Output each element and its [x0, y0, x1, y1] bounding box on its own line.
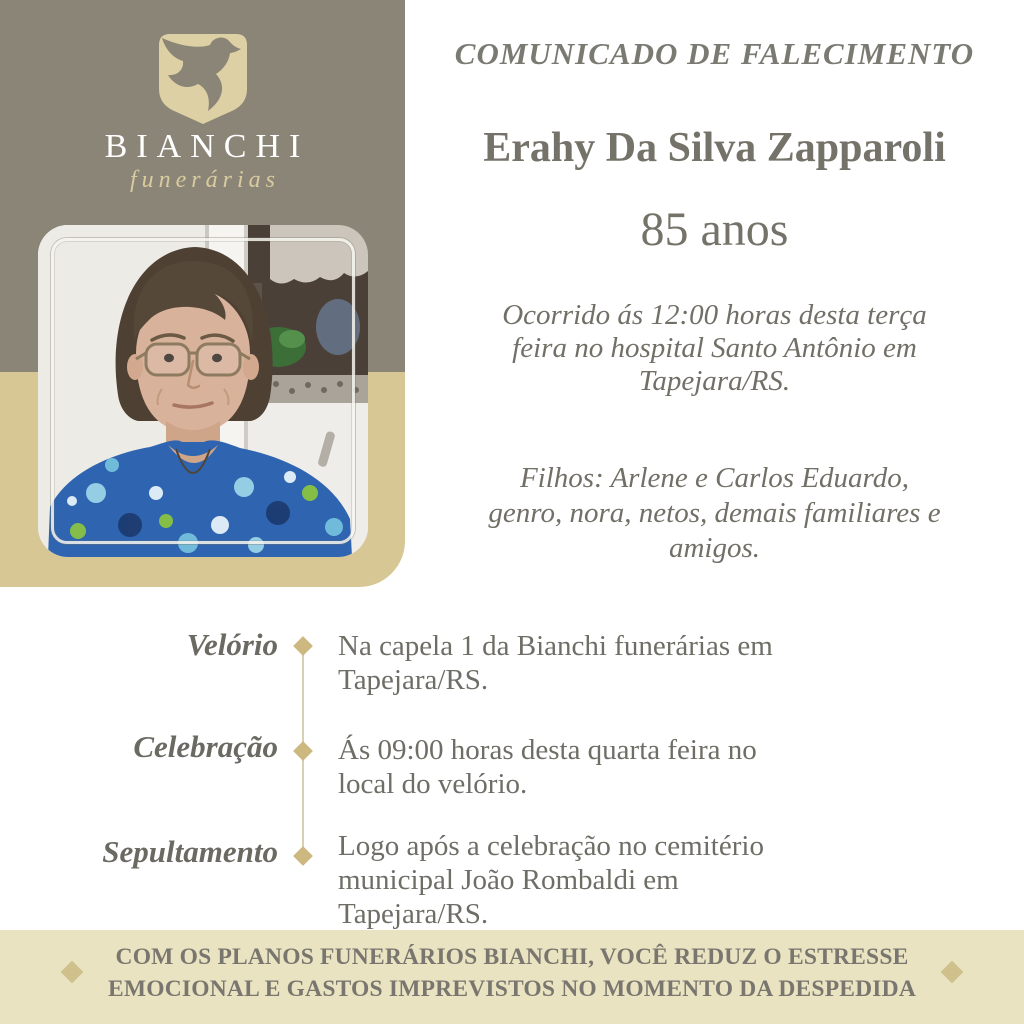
family-line: genro, nora, netos, demais familiares e: [488, 497, 941, 529]
timeline-label-velorio: Velório: [186, 627, 278, 662]
diamond-icon: [293, 636, 313, 656]
occurrence-line: Tapejara/RS.: [638, 365, 791, 397]
family-text: [405, 461, 1024, 566]
family-line: Filhos: Arlene e Carlos Eduardo,: [519, 462, 910, 494]
occurrence-line: Ocorrido ás 12:00 horas desta terça: [502, 299, 927, 331]
diamond-icon: [293, 846, 313, 866]
occurrence-text: [405, 299, 1024, 398]
dove-shield-icon: [158, 33, 248, 125]
timeline-detail-line: Tapejara/RS.: [338, 898, 489, 930]
announcement-header: COMUNICADO DE FALECIMENTO: [454, 36, 975, 71]
timeline-detail-sepultamento: [338, 829, 878, 931]
timeline-detail-line: Logo após a celebração no cemitério: [338, 830, 764, 862]
brand-subtitle: funerárias: [129, 167, 280, 193]
portrait-photo: [38, 225, 368, 557]
footer-banner: [0, 930, 1024, 1024]
timeline-label-sepultamento: Sepultamento: [102, 834, 278, 869]
timeline-detail-line: Na capela 1 da Bianchi funerárias em: [338, 630, 773, 662]
footer-text: [62, 942, 962, 1005]
portrait-illustration: [38, 225, 368, 557]
timeline-label-celebracao: Celebração: [133, 729, 278, 764]
occurrence-line: feira no hospital Santo Antônio em: [512, 332, 917, 364]
timeline-detail-velorio: [338, 629, 878, 697]
diamond-icon: [293, 741, 313, 761]
timeline-detail-line: Tapejara/RS.: [338, 664, 489, 696]
timeline-detail-line: Ás 09:00 horas desta quarta feira no: [338, 734, 757, 766]
timeline-detail-line: local do velório.: [338, 768, 528, 800]
deceased-age: 85 anos: [640, 203, 789, 256]
family-line: amigos.: [668, 532, 761, 564]
deceased-name: Erahy Da Silva Zapparoli: [483, 125, 946, 171]
timeline-detail-line: municipal João Rombaldi em: [338, 864, 679, 896]
footer-line: COM OS PLANOS FUNERÁRIOS BIANCHI, VOCÊ REDUZ O ESTRESSE: [115, 944, 909, 970]
timeline-detail-celebracao: [338, 733, 878, 801]
brand-name: BIANCHI: [104, 128, 310, 165]
footer-line: EMOCIONAL E GASTOS IMPREVISTOS NO MOMENTO DA DESPEDIDA: [108, 975, 916, 1002]
